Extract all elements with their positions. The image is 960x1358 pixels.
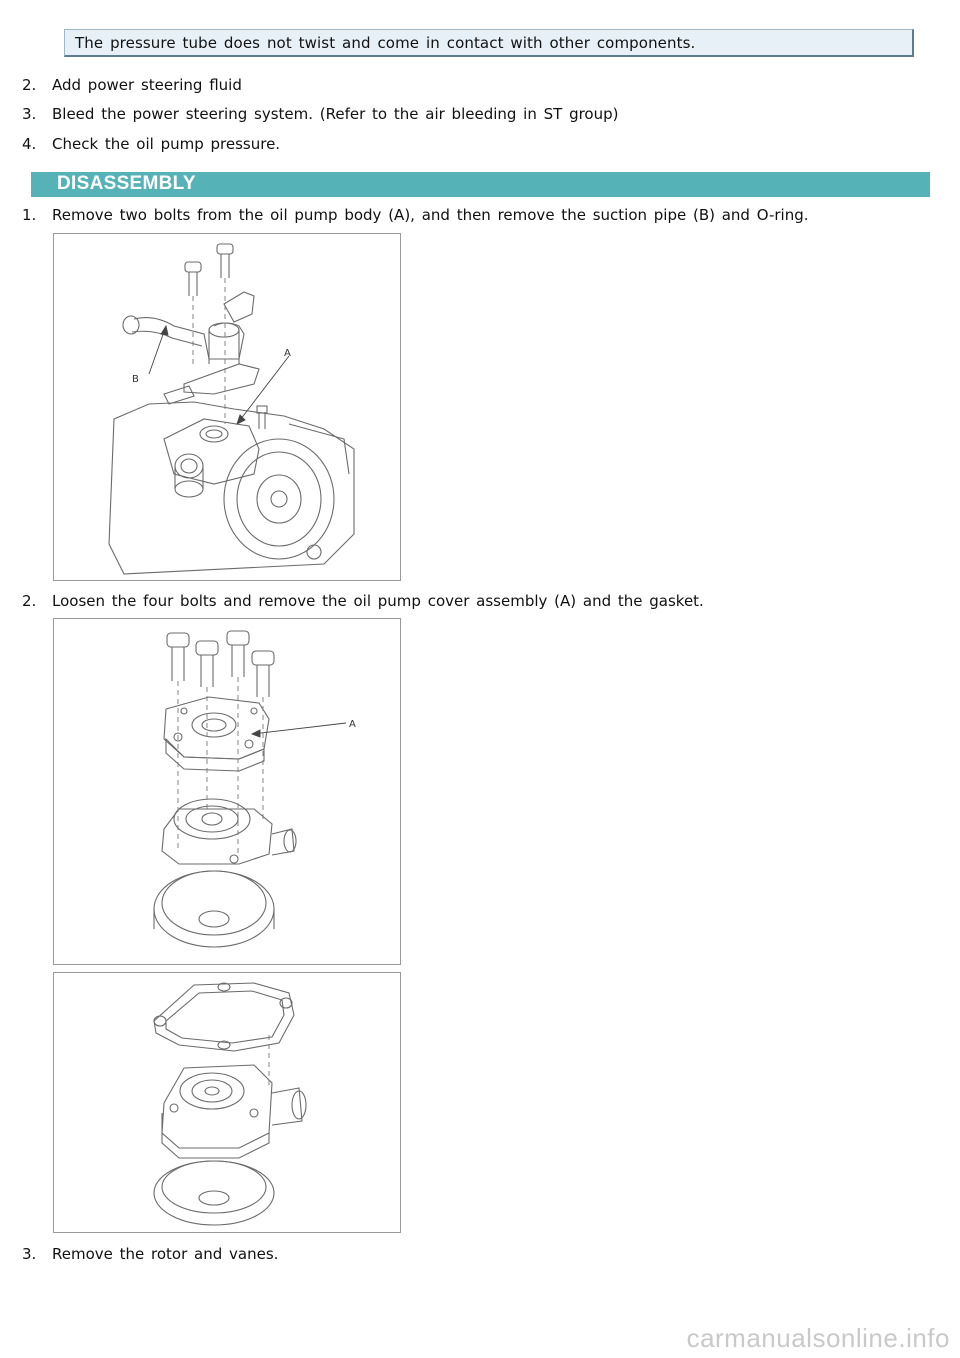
- step-number: 3.: [22, 1245, 37, 1263]
- pump-cover-illustration: [54, 619, 400, 964]
- list-item: [22, 592, 704, 610]
- step-number: 2.: [22, 592, 37, 610]
- step-number: 1.: [22, 206, 37, 224]
- list-item: [22, 135, 280, 153]
- list-item: [22, 105, 619, 123]
- pump-body-illustration: [54, 234, 400, 580]
- section-title: DISASSEMBLY: [57, 173, 196, 194]
- figure-gasket-removal: [53, 972, 401, 1233]
- step-number: 3.: [22, 105, 37, 123]
- callout-b: B: [132, 374, 139, 385]
- callout-a: A: [284, 348, 291, 359]
- step-text: Add power steering fluid: [52, 76, 242, 94]
- list-item: [22, 206, 809, 224]
- callout-a: A: [349, 719, 356, 730]
- note-box: [64, 29, 914, 57]
- section-header: [31, 172, 930, 197]
- step-text: Remove the rotor and vanes.: [52, 1245, 279, 1263]
- step-text: Bleed the power steering system. (Refer to the air bleeding in ST group): [52, 105, 619, 123]
- step-text: Check the oil pump pressure.: [52, 135, 281, 153]
- note-text: The pressure tube does not twist and come in contact with other components.: [75, 34, 696, 52]
- list-item: [22, 1245, 278, 1263]
- figure-cover-assembly-removal: [53, 618, 401, 965]
- step-text: Remove two bolts from the oil pump body (A), and then remove the suction pipe (B) and O-ring.: [52, 206, 809, 224]
- watermark: carmanualsonline.info: [686, 1323, 950, 1353]
- step-text: Loosen the four bolts and remove the oil pump cover assembly (A) and the gasket.: [52, 592, 704, 610]
- list-item: [22, 76, 242, 94]
- step-number: 2.: [22, 76, 37, 94]
- step-number: 4.: [22, 135, 37, 153]
- pump-gasket-illustration: [54, 973, 400, 1232]
- figure-suction-pipe-removal: [53, 233, 401, 581]
